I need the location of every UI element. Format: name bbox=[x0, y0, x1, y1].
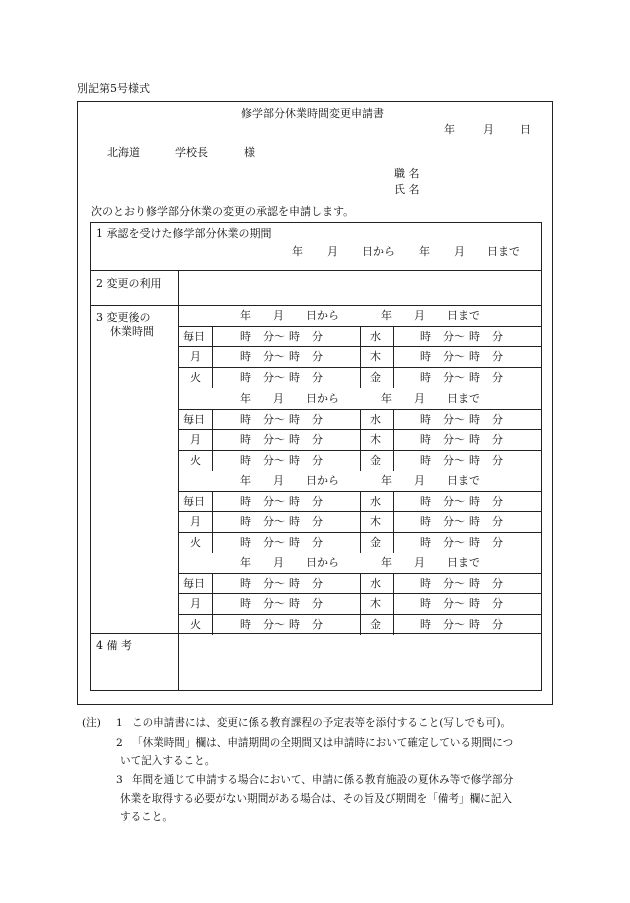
time-minute-start: 分〜 bbox=[443, 515, 465, 528]
day-cell bbox=[370, 372, 381, 383]
period-month-1: 月 bbox=[273, 392, 284, 405]
section1-period bbox=[292, 246, 520, 257]
day-label: 火 bbox=[190, 618, 201, 631]
time-minute-end: 分 bbox=[312, 350, 323, 363]
table-divider bbox=[90, 305, 542, 306]
time-minute-start: 分〜 bbox=[263, 618, 285, 631]
section2-label: 2 変更の利用 bbox=[96, 277, 162, 290]
time-minute-end: 分 bbox=[312, 577, 323, 590]
day-cell bbox=[183, 496, 205, 507]
form-title: 修学部分休業時間変更申請書 bbox=[241, 107, 384, 120]
day-cell bbox=[370, 434, 381, 445]
time-range-right bbox=[420, 372, 503, 383]
block-period bbox=[240, 393, 480, 404]
period-year-2: 年 bbox=[381, 556, 392, 569]
note-3-line2: 休業を取得する必要がない期間がある場合は、その旨及び期間を「備考」欄に記入 bbox=[120, 793, 512, 805]
day-label: 水 bbox=[370, 495, 381, 508]
period-month-2: 月 bbox=[414, 392, 425, 405]
time-range-right bbox=[420, 598, 503, 609]
time-minute-start: 分〜 bbox=[263, 433, 285, 446]
time-minute-end: 分 bbox=[492, 413, 503, 426]
date-year: 年 bbox=[444, 123, 455, 136]
day-label: 火 bbox=[190, 371, 201, 384]
time-hour-start: 時 bbox=[420, 618, 431, 631]
time-hour-end: 時 bbox=[289, 413, 300, 426]
day-cell bbox=[370, 496, 381, 507]
time-hour-end: 時 bbox=[469, 413, 480, 426]
day-cell bbox=[190, 351, 201, 362]
table-divider bbox=[178, 270, 179, 691]
time-minute-start: 分〜 bbox=[263, 454, 285, 467]
day-label: 毎日 bbox=[183, 413, 205, 426]
applicant-name-label: 氏 名 bbox=[394, 183, 420, 196]
time-hour-start: 時 bbox=[240, 350, 251, 363]
time-range-left bbox=[240, 619, 323, 630]
schedule-column-line bbox=[360, 326, 361, 388]
time-range-right bbox=[420, 351, 503, 362]
time-minute-end: 分 bbox=[492, 454, 503, 467]
day-label: 毎日 bbox=[183, 577, 205, 590]
day-cell bbox=[370, 598, 381, 609]
time-hour-end: 時 bbox=[469, 330, 480, 343]
period-year-1: 年 bbox=[240, 309, 251, 322]
time-minute-start: 分〜 bbox=[443, 433, 465, 446]
day-label: 木 bbox=[370, 433, 381, 446]
note-3-line1: 年間を通じて申請する場合において、申請に係る教育施設の夏休み等で修学部分 bbox=[132, 774, 514, 786]
period-month-1: 月 bbox=[273, 474, 284, 487]
day-cell bbox=[370, 619, 381, 630]
time-minute-end: 分 bbox=[492, 371, 503, 384]
time-hour-start: 時 bbox=[240, 413, 251, 426]
time-range-left bbox=[240, 351, 323, 362]
time-hour-start: 時 bbox=[420, 536, 431, 549]
time-range-left bbox=[240, 331, 323, 342]
time-hour-end: 時 bbox=[289, 371, 300, 384]
period-month-2: 月 bbox=[414, 556, 425, 569]
period-month-1: 月 bbox=[273, 556, 284, 569]
day-cell bbox=[190, 537, 201, 548]
section4-label: 4 備 考 bbox=[96, 639, 132, 652]
time-minute-end: 分 bbox=[492, 433, 503, 446]
time-minute-start: 分〜 bbox=[443, 536, 465, 549]
day-label: 金 bbox=[370, 371, 381, 384]
time-minute-end: 分 bbox=[312, 597, 323, 610]
day-cell bbox=[183, 331, 205, 342]
day-label: 水 bbox=[370, 413, 381, 426]
day-cell bbox=[190, 372, 201, 383]
time-range-right bbox=[420, 331, 503, 342]
time-hour-end: 時 bbox=[469, 371, 480, 384]
period-until: 日まで bbox=[447, 474, 480, 487]
time-hour-start: 時 bbox=[240, 618, 251, 631]
time-minute-end: 分 bbox=[312, 330, 323, 343]
section1-month-2: 月 bbox=[454, 245, 465, 258]
time-range-right bbox=[420, 414, 503, 425]
block-period bbox=[240, 310, 480, 321]
time-minute-start: 分〜 bbox=[263, 350, 285, 363]
time-hour-end: 時 bbox=[289, 618, 300, 631]
day-label: 金 bbox=[370, 536, 381, 549]
day-label: 毎日 bbox=[183, 495, 205, 508]
day-cell bbox=[190, 598, 201, 609]
form-label: 別記第5号様式 bbox=[77, 82, 150, 95]
day-cell bbox=[183, 578, 205, 589]
section1-label: 1 承認を受けた修学部分休業の期間 bbox=[96, 227, 272, 240]
schedule-column-line bbox=[393, 491, 394, 553]
addressee-prefecture: 北海道 bbox=[107, 146, 140, 159]
day-cell bbox=[190, 619, 201, 630]
time-minute-start: 分〜 bbox=[443, 454, 465, 467]
section3-label-line2: 休業時間 bbox=[110, 325, 154, 338]
time-minute-end: 分 bbox=[312, 618, 323, 631]
time-minute-start: 分〜 bbox=[263, 577, 285, 590]
time-hour-end: 時 bbox=[289, 350, 300, 363]
time-hour-end: 時 bbox=[289, 330, 300, 343]
time-hour-start: 時 bbox=[420, 577, 431, 590]
section1-year-2: 年 bbox=[419, 245, 430, 258]
period-year-2: 年 bbox=[381, 392, 392, 405]
schedule-column-line bbox=[212, 326, 213, 388]
day-label: 月 bbox=[190, 433, 201, 446]
note-2-number: 2 bbox=[116, 737, 123, 749]
time-hour-start: 時 bbox=[420, 454, 431, 467]
period-from: 日から bbox=[306, 556, 339, 569]
time-minute-end: 分 bbox=[492, 515, 503, 528]
schedule-column-line bbox=[393, 409, 394, 471]
day-label: 金 bbox=[370, 454, 381, 467]
time-hour-end: 時 bbox=[289, 454, 300, 467]
date-month: 月 bbox=[483, 123, 494, 136]
day-label: 月 bbox=[190, 515, 201, 528]
note-3-line3: すること。 bbox=[120, 811, 173, 823]
time-hour-end: 時 bbox=[289, 597, 300, 610]
section1-until: 日まで bbox=[487, 245, 520, 258]
time-minute-start: 分〜 bbox=[263, 597, 285, 610]
time-minute-end: 分 bbox=[492, 618, 503, 631]
day-label: 木 bbox=[370, 515, 381, 528]
time-hour-start: 時 bbox=[420, 433, 431, 446]
schedule-column-line bbox=[393, 573, 394, 635]
time-hour-end: 時 bbox=[289, 515, 300, 528]
time-minute-end: 分 bbox=[492, 597, 503, 610]
time-minute-start: 分〜 bbox=[443, 597, 465, 610]
intro-text: 次のとおり修学部分休業の変更の承認を申請します。 bbox=[91, 205, 355, 218]
time-minute-end: 分 bbox=[492, 577, 503, 590]
day-cell bbox=[190, 434, 201, 445]
time-hour-start: 時 bbox=[420, 495, 431, 508]
day-cell bbox=[190, 455, 201, 466]
time-minute-end: 分 bbox=[312, 454, 323, 467]
time-hour-start: 時 bbox=[240, 577, 251, 590]
day-label: 木 bbox=[370, 350, 381, 363]
time-hour-end: 時 bbox=[289, 536, 300, 549]
time-minute-end: 分 bbox=[312, 515, 323, 528]
time-hour-start: 時 bbox=[420, 371, 431, 384]
schedule-column-line bbox=[360, 573, 361, 635]
time-minute-end: 分 bbox=[492, 536, 503, 549]
notes-prefix: (注) bbox=[82, 717, 101, 729]
time-minute-start: 分〜 bbox=[443, 413, 465, 426]
period-year-1: 年 bbox=[240, 392, 251, 405]
time-minute-start: 分〜 bbox=[443, 618, 465, 631]
day-cell bbox=[370, 578, 381, 589]
time-minute-end: 分 bbox=[312, 371, 323, 384]
schedule-column-line bbox=[393, 326, 394, 388]
day-cell bbox=[370, 331, 381, 342]
schedule-column-line bbox=[212, 491, 213, 553]
addressee-line bbox=[107, 147, 255, 158]
period-from: 日から bbox=[306, 474, 339, 487]
applicant-position-label: 職 名 bbox=[394, 167, 420, 180]
period-year-2: 年 bbox=[381, 474, 392, 487]
schedule-column-line bbox=[360, 491, 361, 553]
time-minute-end: 分 bbox=[312, 495, 323, 508]
day-cell bbox=[370, 351, 381, 362]
period-year-2: 年 bbox=[381, 309, 392, 322]
time-minute-start: 分〜 bbox=[263, 515, 285, 528]
block-period bbox=[240, 557, 480, 568]
addressee-honorific: 様 bbox=[244, 146, 255, 159]
table-divider bbox=[90, 633, 542, 634]
table-divider bbox=[90, 270, 542, 271]
time-range-left bbox=[240, 434, 323, 445]
time-range-right bbox=[420, 537, 503, 548]
time-range-right bbox=[420, 516, 503, 527]
day-label: 金 bbox=[370, 618, 381, 631]
note-2-line2: いて記入すること。 bbox=[120, 755, 216, 767]
time-hour-start: 時 bbox=[420, 330, 431, 343]
period-from: 日から bbox=[306, 392, 339, 405]
addressee-principal: 学校長 bbox=[175, 146, 208, 159]
day-cell bbox=[370, 516, 381, 527]
time-range-left bbox=[240, 598, 323, 609]
period-month-2: 月 bbox=[414, 474, 425, 487]
time-hour-start: 時 bbox=[240, 515, 251, 528]
time-minute-start: 分〜 bbox=[263, 536, 285, 549]
day-label: 火 bbox=[190, 536, 201, 549]
time-minute-end: 分 bbox=[312, 433, 323, 446]
time-minute-start: 分〜 bbox=[443, 350, 465, 363]
time-minute-start: 分〜 bbox=[443, 577, 465, 590]
time-range-right bbox=[420, 619, 503, 630]
time-minute-start: 分〜 bbox=[263, 371, 285, 384]
time-minute-end: 分 bbox=[312, 413, 323, 426]
time-hour-start: 時 bbox=[240, 433, 251, 446]
day-label: 木 bbox=[370, 597, 381, 610]
schedule-column-line bbox=[212, 573, 213, 635]
day-cell bbox=[190, 516, 201, 527]
time-minute-start: 分〜 bbox=[263, 495, 285, 508]
time-range-left bbox=[240, 516, 323, 527]
time-hour-end: 時 bbox=[289, 433, 300, 446]
period-until: 日まで bbox=[447, 309, 480, 322]
note-1-number: 1 bbox=[116, 717, 123, 729]
time-hour-end: 時 bbox=[469, 433, 480, 446]
time-hour-end: 時 bbox=[469, 515, 480, 528]
time-range-left bbox=[240, 578, 323, 589]
time-minute-start: 分〜 bbox=[263, 413, 285, 426]
period-until: 日まで bbox=[447, 556, 480, 569]
time-range-right bbox=[420, 496, 503, 507]
day-cell bbox=[370, 414, 381, 425]
time-hour-start: 時 bbox=[240, 330, 251, 343]
day-cell bbox=[370, 537, 381, 548]
time-minute-start: 分〜 bbox=[443, 371, 465, 384]
time-hour-end: 時 bbox=[469, 577, 480, 590]
day-label: 水 bbox=[370, 330, 381, 343]
time-hour-start: 時 bbox=[240, 495, 251, 508]
day-cell bbox=[183, 414, 205, 425]
time-hour-end: 時 bbox=[469, 350, 480, 363]
section1-month-1: 月 bbox=[327, 245, 338, 258]
period-month-2: 月 bbox=[414, 309, 425, 322]
time-hour-start: 時 bbox=[420, 413, 431, 426]
time-range-right bbox=[420, 455, 503, 466]
date-day: 日 bbox=[520, 123, 531, 136]
time-hour-end: 時 bbox=[469, 618, 480, 631]
schedule-column-line bbox=[360, 409, 361, 471]
time-hour-end: 時 bbox=[469, 454, 480, 467]
day-label: 水 bbox=[370, 577, 381, 590]
day-label: 月 bbox=[190, 597, 201, 610]
time-hour-start: 時 bbox=[240, 597, 251, 610]
section3-label-line1: 3 変更後の bbox=[96, 311, 151, 324]
day-label: 火 bbox=[190, 454, 201, 467]
section1-from: 日から bbox=[362, 245, 395, 258]
block-period bbox=[240, 475, 480, 486]
time-minute-end: 分 bbox=[492, 350, 503, 363]
day-label: 月 bbox=[190, 350, 201, 363]
time-range-right bbox=[420, 578, 503, 589]
time-minute-end: 分 bbox=[312, 536, 323, 549]
time-hour-start: 時 bbox=[420, 515, 431, 528]
time-minute-start: 分〜 bbox=[263, 330, 285, 343]
note-1: この申請書には、変更に係る教育課程の予定表等を添付すること(写しでも可)。 bbox=[132, 717, 512, 729]
time-range-left bbox=[240, 414, 323, 425]
time-hour-end: 時 bbox=[289, 495, 300, 508]
period-year-1: 年 bbox=[240, 556, 251, 569]
time-minute-start: 分〜 bbox=[443, 330, 465, 343]
day-label: 毎日 bbox=[183, 330, 205, 343]
time-hour-start: 時 bbox=[240, 536, 251, 549]
time-minute-start: 分〜 bbox=[443, 495, 465, 508]
time-hour-start: 時 bbox=[420, 597, 431, 610]
time-range-left bbox=[240, 455, 323, 466]
time-minute-end: 分 bbox=[492, 495, 503, 508]
time-range-left bbox=[240, 496, 323, 507]
time-hour-end: 時 bbox=[469, 597, 480, 610]
time-hour-end: 時 bbox=[469, 495, 480, 508]
time-hour-end: 時 bbox=[469, 536, 480, 549]
time-range-left bbox=[240, 372, 323, 383]
period-month-1: 月 bbox=[273, 309, 284, 322]
time-hour-start: 時 bbox=[420, 350, 431, 363]
note-2-line1: 「休業時間」欄は、申請期間の全期間又は申請時において確定している期間につ bbox=[132, 737, 514, 749]
date-line bbox=[444, 124, 531, 135]
period-from: 日から bbox=[306, 309, 339, 322]
time-range-left bbox=[240, 537, 323, 548]
period-until: 日まで bbox=[447, 392, 480, 405]
period-year-1: 年 bbox=[240, 474, 251, 487]
time-hour-start: 時 bbox=[240, 371, 251, 384]
schedule-column-line bbox=[212, 409, 213, 471]
time-hour-start: 時 bbox=[240, 454, 251, 467]
day-cell bbox=[370, 455, 381, 466]
time-range-right bbox=[420, 434, 503, 445]
time-minute-end: 分 bbox=[492, 330, 503, 343]
note-3-number: 3 bbox=[116, 774, 123, 786]
section1-year-1: 年 bbox=[292, 245, 303, 258]
time-hour-end: 時 bbox=[289, 577, 300, 590]
